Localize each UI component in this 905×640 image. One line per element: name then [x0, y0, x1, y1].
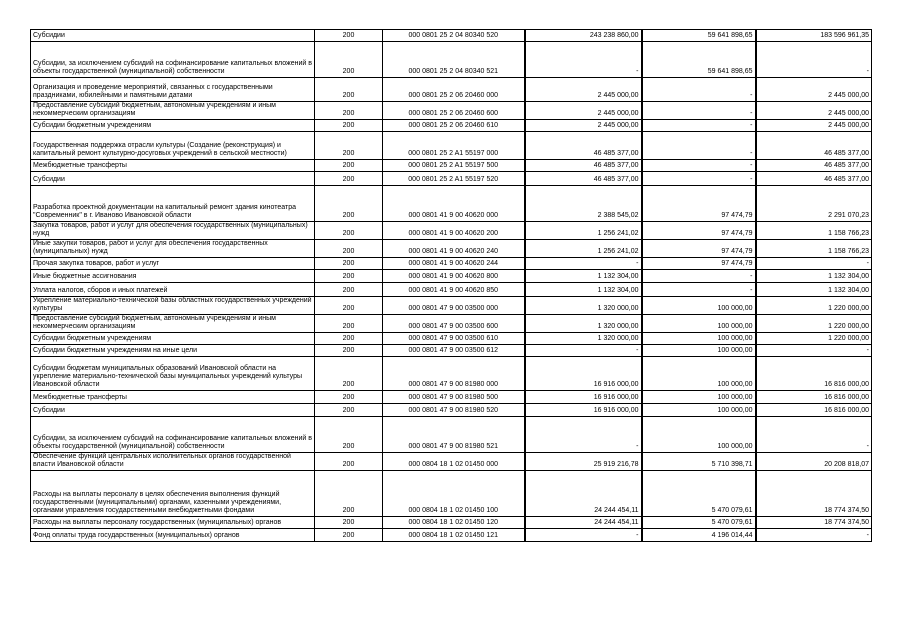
row-remaining-cell: 46 485 377,00 [756, 132, 872, 160]
row-executed-cell: 100 000,00 [642, 297, 756, 315]
row-remaining-cell: 2 445 000,00 [756, 102, 872, 120]
row-approved-cell: 16 916 000,00 [525, 391, 642, 404]
row-executed-cell: 97 474,79 [642, 258, 756, 270]
row-name-cell: Предоставление субсидий бюджетным, автономным учреждениям и иным некоммерческим организациям [31, 315, 315, 333]
row-approved-cell: 1 132 304,00 [525, 283, 642, 297]
row-name-cell: Межбюджетные трансферты [31, 160, 315, 172]
row-executed-cell: - [642, 120, 756, 132]
row-remaining-cell: - [756, 258, 872, 270]
row-name-cell: Предоставление субсидий бюджетным, автономным учреждениям и иным некоммерческим организациям [31, 102, 315, 120]
table-row [31, 471, 872, 517]
row-remaining-cell: 1 220 000,00 [756, 297, 872, 315]
row-name-cell: Укрепление материально-технической базы областных государственных учреждений культуры [31, 297, 315, 315]
table-row [31, 417, 872, 453]
row-executed-cell: 97 474,79 [642, 240, 756, 258]
row-admin-cell: 200 [315, 120, 383, 132]
row-remaining-cell: 16 816 000,00 [756, 357, 872, 391]
row-executed-cell: 5 470 079,61 [642, 471, 756, 517]
row-name-cell: Субсидии [31, 404, 315, 417]
table-row [31, 42, 872, 78]
row-admin-cell: 200 [315, 391, 383, 404]
row-name-cell: Межбюджетные трансферты [31, 391, 315, 404]
row-approved-cell: - [525, 42, 642, 78]
table-row [31, 283, 872, 297]
row-approved-cell: - [525, 417, 642, 453]
row-admin-cell: 200 [315, 417, 383, 453]
row-approved-cell: - [525, 345, 642, 357]
row-admin-cell: 200 [315, 333, 383, 345]
row-remaining-cell: 1 220 000,00 [756, 315, 872, 333]
row-executed-cell: 100 000,00 [642, 417, 756, 453]
row-executed-cell: 5 470 079,61 [642, 517, 756, 529]
row-name-cell: Субсидии, за исключением субсидий на софинансирование капитальных вложений в объекты государственной (муниципальной) собственности [31, 417, 315, 453]
table-row [31, 297, 872, 315]
row-remaining-cell: 46 485 377,00 [756, 172, 872, 186]
row-remaining-cell: 1 132 304,00 [756, 270, 872, 283]
row-code-cell: 000 0804 18 1 02 01450 120 [383, 517, 525, 529]
row-admin-cell: 200 [315, 270, 383, 283]
row-executed-cell: - [642, 160, 756, 172]
row-executed-cell: 97 474,79 [642, 186, 756, 222]
row-approved-cell: 16 916 000,00 [525, 404, 642, 417]
table-row [31, 78, 872, 102]
row-admin-cell: 200 [315, 517, 383, 529]
row-remaining-cell: 20 208 818,07 [756, 453, 872, 471]
row-approved-cell: 1 256 241,02 [525, 240, 642, 258]
row-admin-cell: 200 [315, 283, 383, 297]
row-remaining-cell: 2 445 000,00 [756, 120, 872, 132]
table-row [31, 160, 872, 172]
table-row [31, 270, 872, 283]
row-name-cell: Уплата налогов, сборов и иных платежей [31, 283, 315, 297]
row-admin-cell: 200 [315, 297, 383, 315]
table-row [31, 453, 872, 471]
row-admin-cell: 200 [315, 102, 383, 120]
row-approved-cell: 2 388 545,02 [525, 186, 642, 222]
row-name-cell: Иные бюджетные ассигнования [31, 270, 315, 283]
row-executed-cell: 100 000,00 [642, 333, 756, 345]
row-code-cell: 000 0801 41 9 00 40620 240 [383, 240, 525, 258]
row-code-cell: 000 0804 18 1 02 01450 121 [383, 529, 525, 542]
table-row [31, 345, 872, 357]
row-approved-cell: 46 485 377,00 [525, 172, 642, 186]
row-admin-cell: 200 [315, 315, 383, 333]
row-approved-cell: 1 256 241,02 [525, 222, 642, 240]
row-approved-cell: 2 445 000,00 [525, 78, 642, 102]
table-row [31, 132, 872, 160]
row-remaining-cell: 2 445 000,00 [756, 78, 872, 102]
row-name-cell: Субсидии бюджетным учреждениям на иные цели [31, 345, 315, 357]
table-row [31, 404, 872, 417]
table-row [31, 102, 872, 120]
row-code-cell: 000 0801 41 9 00 40620 244 [383, 258, 525, 270]
row-code-cell: 000 0804 18 1 02 01450 000 [383, 453, 525, 471]
row-remaining-cell: 46 485 377,00 [756, 160, 872, 172]
row-code-cell: 000 0801 25 2 06 20460 610 [383, 120, 525, 132]
row-executed-cell: - [642, 270, 756, 283]
row-remaining-cell: 2 291 070,23 [756, 186, 872, 222]
table-row [31, 30, 872, 42]
row-executed-cell: 5 710 398,71 [642, 453, 756, 471]
row-approved-cell: 46 485 377,00 [525, 160, 642, 172]
row-admin-cell: 200 [315, 160, 383, 172]
row-admin-cell: 200 [315, 240, 383, 258]
row-approved-cell: 46 485 377,00 [525, 132, 642, 160]
row-code-cell: 000 0801 25 2 06 20460 600 [383, 102, 525, 120]
row-approved-cell: 2 445 000,00 [525, 102, 642, 120]
row-executed-cell: 100 000,00 [642, 357, 756, 391]
row-remaining-cell: 16 816 000,00 [756, 391, 872, 404]
row-code-cell: 000 0801 47 9 00 03500 000 [383, 297, 525, 315]
row-remaining-cell: - [756, 42, 872, 78]
row-code-cell: 000 0801 25 2 A1 55197 500 [383, 160, 525, 172]
row-code-cell: 000 0801 25 2 A1 55197 520 [383, 172, 525, 186]
row-remaining-cell: 18 774 374,50 [756, 517, 872, 529]
table-row [31, 315, 872, 333]
row-name-cell: Субсидии бюджетным учреждениям [31, 120, 315, 132]
row-name-cell: Фонд оплаты труда государственных (муниципальных) органов [31, 529, 315, 542]
row-name-cell: Закупка товаров, работ и услуг для обеспечения государственных (муниципальных) нужд [31, 222, 315, 240]
row-code-cell: 000 0801 47 9 00 03500 600 [383, 315, 525, 333]
row-name-cell: Государственная поддержка отрасли культуры (Создание (реконструкция) и капитальный ремонт культурно-досуговых учреждений в сельской местности) [31, 132, 315, 160]
row-code-cell: 000 0801 47 9 00 81980 521 [383, 417, 525, 453]
table-row [31, 172, 872, 186]
row-admin-cell: 200 [315, 404, 383, 417]
row-executed-cell: 100 000,00 [642, 404, 756, 417]
budget-table [30, 29, 872, 542]
row-executed-cell: 100 000,00 [642, 391, 756, 404]
row-name-cell: Субсидии бюджетам муниципальных образований Ивановской области на укрепление материально-технической базы муниципальных учреждений культуры Ивановской области [31, 357, 315, 391]
row-executed-cell: 100 000,00 [642, 315, 756, 333]
row-name-cell: Иные закупки товаров, работ и услуг для обеспечения государственных (муниципальных) нужд [31, 240, 315, 258]
row-approved-cell: 1 132 304,00 [525, 270, 642, 283]
row-remaining-cell: 16 816 000,00 [756, 404, 872, 417]
row-code-cell: 000 0801 47 9 00 81980 000 [383, 357, 525, 391]
row-code-cell: 000 0801 25 2 04 80340 520 [383, 30, 525, 42]
table-row [31, 120, 872, 132]
row-code-cell: 000 0801 47 9 00 03500 610 [383, 333, 525, 345]
row-name-cell: Расходы на выплаты персоналу государственных (муниципальных) органов [31, 517, 315, 529]
row-approved-cell: 1 320 000,00 [525, 297, 642, 315]
table-row [31, 240, 872, 258]
row-approved-cell: 243 238 860,00 [525, 30, 642, 42]
row-code-cell: 000 0801 41 9 00 40620 200 [383, 222, 525, 240]
table-row [31, 391, 872, 404]
row-approved-cell: 1 320 000,00 [525, 333, 642, 345]
row-executed-cell: 97 474,79 [642, 222, 756, 240]
row-admin-cell: 200 [315, 132, 383, 160]
row-code-cell: 000 0801 47 9 00 81980 520 [383, 404, 525, 417]
row-admin-cell: 200 [315, 222, 383, 240]
row-name-cell: Субсидии [31, 30, 315, 42]
row-remaining-cell: 1 132 304,00 [756, 283, 872, 297]
row-approved-cell: 1 320 000,00 [525, 315, 642, 333]
row-remaining-cell: - [756, 345, 872, 357]
row-name-cell: Субсидии, за исключением субсидий на софинансирование капитальных вложений в объекты государственной (муниципальной) собственности [31, 42, 315, 78]
row-approved-cell: 24 244 454,11 [525, 517, 642, 529]
row-executed-cell: - [642, 172, 756, 186]
row-admin-cell: 200 [315, 345, 383, 357]
row-admin-cell: 200 [315, 453, 383, 471]
row-admin-cell: 200 [315, 78, 383, 102]
row-approved-cell: - [525, 258, 642, 270]
table-row [31, 186, 872, 222]
row-code-cell: 000 0801 47 9 00 81980 500 [383, 391, 525, 404]
row-remaining-cell: 1 158 766,23 [756, 240, 872, 258]
row-name-cell: Разработка проектной документации на капитальный ремонт здания кинотеатра "Современник" в г. Иваново Ивановской области [31, 186, 315, 222]
row-admin-cell: 200 [315, 30, 383, 42]
row-approved-cell: 24 244 454,11 [525, 471, 642, 517]
row-approved-cell: - [525, 529, 642, 542]
row-approved-cell: 16 916 000,00 [525, 357, 642, 391]
row-admin-cell: 200 [315, 471, 383, 517]
row-admin-cell: 200 [315, 172, 383, 186]
row-name-cell: Субсидии [31, 172, 315, 186]
table-row [31, 529, 872, 542]
row-remaining-cell: 1 220 000,00 [756, 333, 872, 345]
table-row [31, 333, 872, 345]
table-row [31, 517, 872, 529]
row-remaining-cell: 1 158 766,23 [756, 222, 872, 240]
table-row [31, 258, 872, 270]
row-approved-cell: 25 919 216,78 [525, 453, 642, 471]
row-code-cell: 000 0801 41 9 00 40620 850 [383, 283, 525, 297]
table-row [31, 222, 872, 240]
row-name-cell: Организация и проведение мероприятий, связанных с государственными праздниками, юбилейными и памятными датами [31, 78, 315, 102]
row-executed-cell: - [642, 102, 756, 120]
row-executed-cell: 59 641 898,65 [642, 42, 756, 78]
row-name-cell: Субсидии бюджетным учреждениям [31, 333, 315, 345]
table-row [31, 357, 872, 391]
row-name-cell: Расходы на выплаты персоналу в целях обеспечения выполнения функций государственными (муниципальными) органами, казенными учреждениями, органами управления государственными внебюджетными фондами [31, 471, 315, 517]
row-name-cell: Обеспечение функций центральных исполнительных органов государственной власти Ивановской области [31, 453, 315, 471]
row-admin-cell: 200 [315, 42, 383, 78]
row-admin-cell: 200 [315, 258, 383, 270]
row-admin-cell: 200 [315, 186, 383, 222]
row-remaining-cell: - [756, 529, 872, 542]
row-code-cell: 000 0801 41 9 00 40620 800 [383, 270, 525, 283]
row-code-cell: 000 0804 18 1 02 01450 100 [383, 471, 525, 517]
row-executed-cell: 59 641 898,65 [642, 30, 756, 42]
row-admin-cell: 200 [315, 529, 383, 542]
row-code-cell: 000 0801 25 2 A1 55197 000 [383, 132, 525, 160]
row-name-cell: Прочая закупка товаров, работ и услуг [31, 258, 315, 270]
row-code-cell: 000 0801 47 9 00 03500 612 [383, 345, 525, 357]
row-executed-cell: - [642, 78, 756, 102]
row-remaining-cell: 18 774 374,50 [756, 471, 872, 517]
row-remaining-cell: 183 596 961,35 [756, 30, 872, 42]
row-code-cell: 000 0801 25 2 06 20460 000 [383, 78, 525, 102]
row-code-cell: 000 0801 41 9 00 40620 000 [383, 186, 525, 222]
row-code-cell: 000 0801 25 2 04 80340 521 [383, 42, 525, 78]
row-executed-cell: 4 196 014,44 [642, 529, 756, 542]
row-approved-cell: 2 445 000,00 [525, 120, 642, 132]
row-remaining-cell: - [756, 417, 872, 453]
table-body [31, 30, 872, 542]
row-admin-cell: 200 [315, 357, 383, 391]
row-executed-cell: - [642, 283, 756, 297]
row-executed-cell: - [642, 132, 756, 160]
row-executed-cell: 100 000,00 [642, 345, 756, 357]
